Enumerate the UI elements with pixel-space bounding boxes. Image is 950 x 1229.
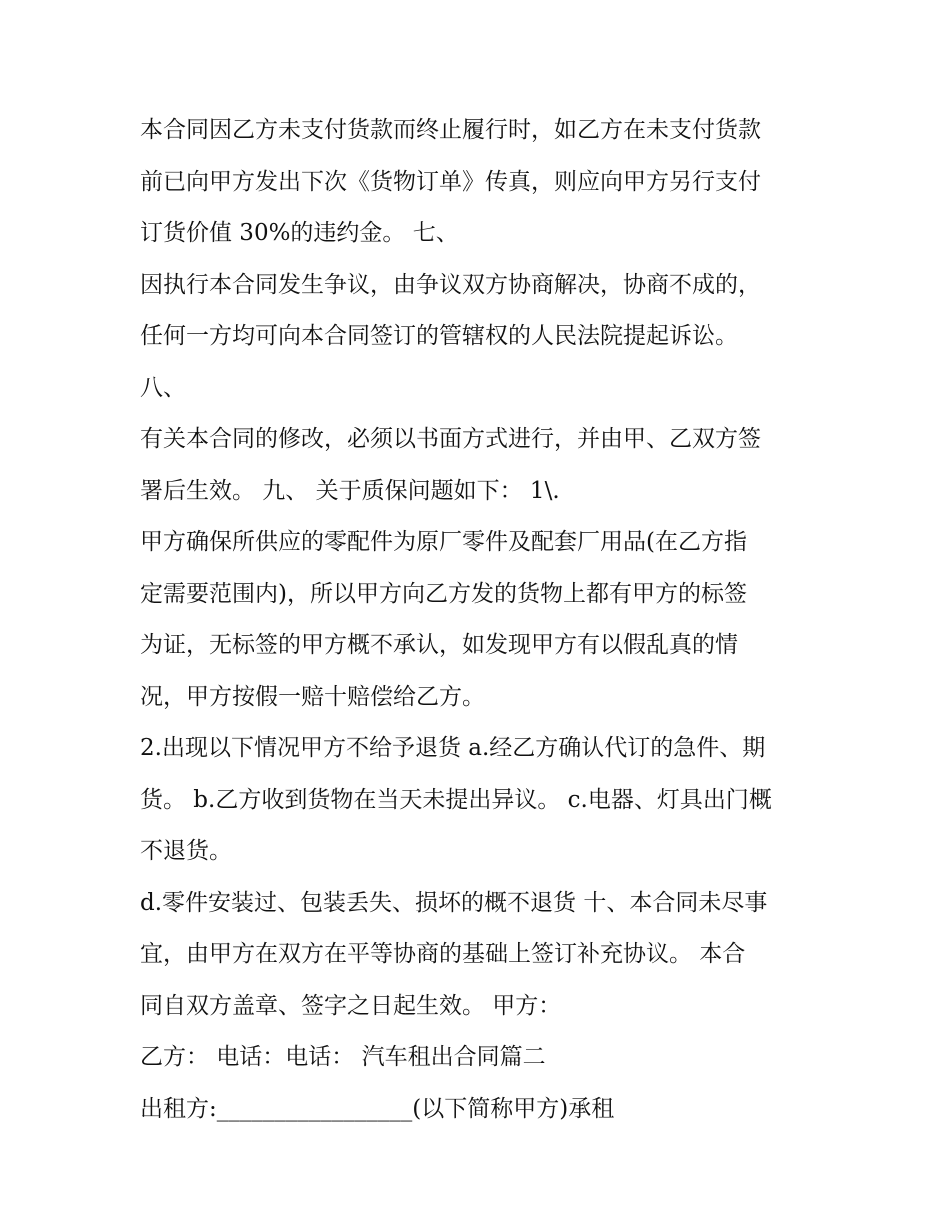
text-line: 宜，由甲方在双方在平等协商的基础上签订补充协议。 本合 [140,941,746,967]
text-line: 为证，无标签的甲方概不承认，如发现甲方有以假乱真的情 [140,632,738,658]
text-line: 乙方： 电话：电话： 汽车租出合同篇二 [140,1044,546,1070]
text-line: 本合同因乙方未支付货款而终止履行时，如乙方在未支付货款 [140,117,761,143]
text-line: 前已向甲方发出下次《货物订单》传真，则应向甲方另行支付 [140,168,761,195]
text-line: 定需要范围内)，所以甲方向乙方发的货物上都有甲方的标签 [140,580,747,607]
text-line: d.零件安装过、包装丢失、损坏的概不退货 十、本合同未尽事 [140,889,768,916]
text-line: 八、 [140,374,186,401]
text-line: 出租方:_________________(以下简称甲方)承租 [140,1095,615,1122]
text-line: 有关本合同的修改，必须以书面方式进行，并由甲、乙双方签 [140,426,761,452]
text-line: 同自双方盖章、签字之日起生效。 甲方： [140,992,562,1019]
text-line: 货。 b.乙方收到货物在当天未提出异议。 c.电器、灯具出门概 [140,786,772,813]
text-line: 2.出现以下情况甲方不给予退货 a.经乙方确认代订的急件、期 [140,735,766,761]
text-line: 署后生效。 九、 关于质保问题如下： 1\. [140,477,560,504]
text-line: 况，甲方按假一赔十赔偿给乙方。 [140,683,485,710]
text-line: 甲方确保所供应的零配件为原厂零件及配套厂用品(在乙方指 [140,529,747,555]
text-line: 不退货。 [140,838,232,864]
text-line: 任何一方均可向本合同签订的管辖权的人民法院提起诉讼。 [140,323,738,349]
contract-text [140,105,820,1135]
text-line: 因执行本合同发生争议，由争议双方协商解决，协商不成的， [140,271,761,298]
text-line: 订货价值 30%的违约金。 七、 [140,220,459,246]
